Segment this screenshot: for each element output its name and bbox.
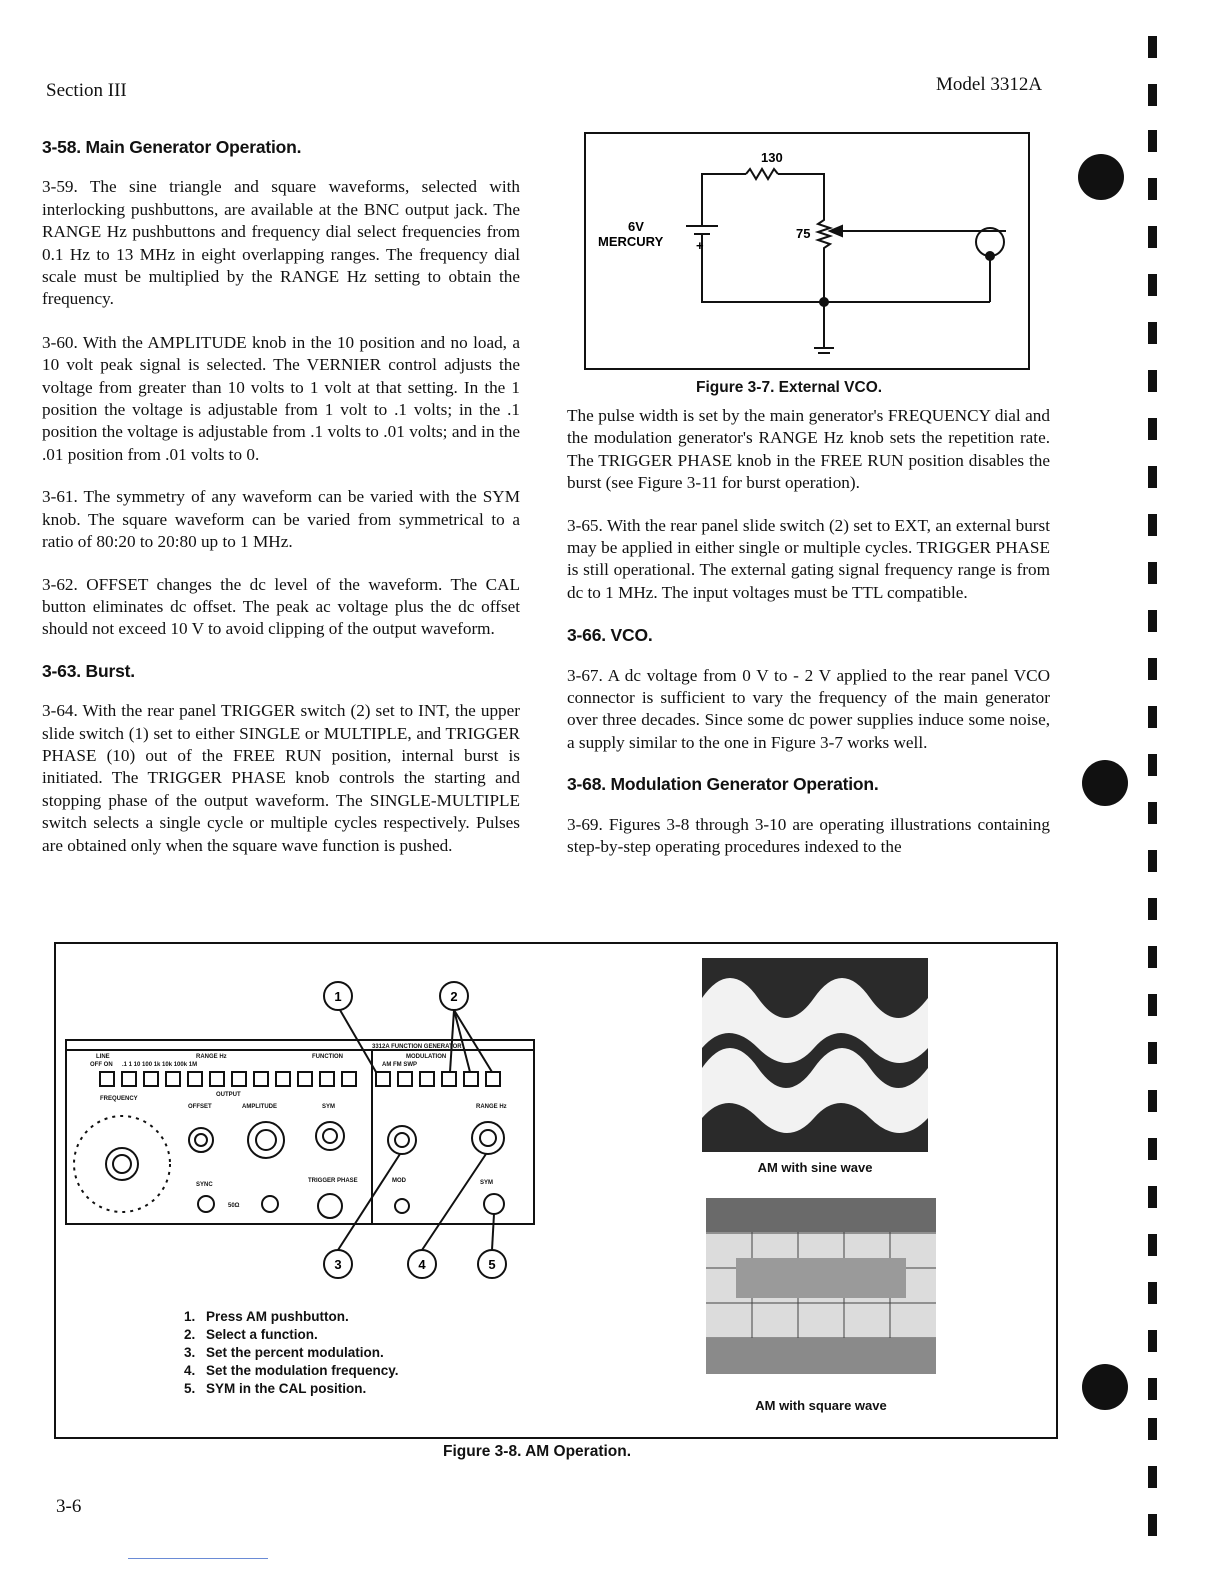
margin-mark <box>1148 466 1157 488</box>
panel-sync: SYNC <box>196 1182 213 1188</box>
margin-mark <box>1148 610 1157 632</box>
step-item: 1. Press AM pushbutton. <box>184 1309 349 1324</box>
r2-label: 75 <box>796 226 811 241</box>
margin-mark <box>1148 1282 1157 1304</box>
margin-mark <box>1148 1514 1157 1536</box>
pushbutton-row <box>100 1072 500 1086</box>
margin-mark <box>1148 562 1157 584</box>
heading-3-68: 3-68. Modulation Generator Operation. <box>567 774 879 795</box>
panel-mod-vals: AM FM SWP <box>382 1062 417 1068</box>
photo-am-sine-label: AM with sine wave <box>757 1160 873 1175</box>
photo-am-sine <box>702 958 928 1152</box>
margin-mark <box>1148 514 1157 536</box>
binder-hole <box>1082 760 1128 806</box>
margin-mark <box>1148 994 1157 1016</box>
panel-sym2: SYM <box>480 1180 494 1186</box>
step-item: 2. Select a function. <box>184 1327 318 1342</box>
left-column <box>42 136 520 874</box>
para-3-67: 3-67. A dc voltage from 0 V to - 2 V applied to the rear panel VCO connector is sufficient to vary the frequency of the main generator over three decades. Since some dc power supplies induce some noise, a supply similar to the one in Figure 3-7 works well. <box>567 665 1050 752</box>
margin-mark <box>1148 1418 1157 1440</box>
para-3-60: 3-60. With the AMPLITUDE knob in the 10 position and no load, a 10 volt peak signal is selected. The VERNIER control adjusts the voltage from greater than 10 volts to 1 volt at that setting. In the 1 position the voltage is adjustable from 1 volt to .1 volts; in the .1 position the voltage is adjustable from .1 volts to .01 volts; and in the .01 position from .01 volts to 0. <box>42 332 520 464</box>
callout-3: 3 <box>334 1257 342 1272</box>
front-panel-drawing <box>56 974 696 1314</box>
battery-type-label: MERCURY <box>598 234 664 249</box>
panel-modulation: MODULATION <box>406 1054 447 1060</box>
panel-line: LINE <box>96 1054 110 1060</box>
panel-trigger-phase: TRIGGER PHASE <box>308 1178 358 1184</box>
panel-amplitude: AMPLITUDE <box>242 1104 277 1110</box>
binder-hole <box>1082 1364 1128 1410</box>
callout-2: 2 <box>450 989 458 1004</box>
panel-range: RANGE Hz <box>196 1054 227 1060</box>
frequency-dial <box>74 1116 170 1212</box>
panel-50ohm: 50Ω <box>228 1203 240 1209</box>
margin-mark <box>1148 84 1157 106</box>
margin-mark <box>1148 370 1157 392</box>
panel-sym: SYM <box>322 1104 336 1110</box>
margin-mark <box>1148 754 1157 776</box>
resistor-130 <box>746 169 778 179</box>
para-3-62: 3-62. OFFSET changes the dc level of the waveform. The CAL button eliminates dc offset. The peak ac voltage plus the dc offset should not exceed 10 V to avoid clipping of the output waveform. <box>42 574 520 639</box>
margin-mark <box>1148 1466 1157 1488</box>
margin-mark <box>1148 850 1157 872</box>
margin-mark <box>1148 706 1157 728</box>
r1-label: 130 <box>761 150 783 165</box>
margin-mark <box>1148 1234 1157 1256</box>
margin-mark <box>1148 226 1157 248</box>
page-number: 3-6 <box>56 1496 82 1517</box>
photo-am-square <box>706 1198 936 1374</box>
photo-am-square-label: AM with square wave <box>755 1398 887 1413</box>
potentiometer-75 <box>818 214 830 302</box>
section-label: Section III <box>46 80 127 101</box>
plus-label: + <box>696 238 704 253</box>
figure-3-8-caption: Figure 3-8. AM Operation. <box>443 1443 632 1460</box>
margin-mark <box>1148 1042 1157 1064</box>
panel-range-vals: .1 1 10 100 1k 10k 100k 1M <box>122 1062 198 1068</box>
figure-3-8-box <box>54 942 1058 1439</box>
para-3-69: 3-69. Figures 3-8 through 3-10 are operating illustrations containing step-by-step operating procedures indexed to the <box>567 814 1050 857</box>
callout-4: 4 <box>418 1257 426 1272</box>
margin-mark <box>1148 658 1157 680</box>
vco-schematic <box>586 134 1028 368</box>
margin-mark <box>1148 802 1157 824</box>
steps-list <box>184 1308 399 1398</box>
heading-3-58: 3-58. Main Generator Operation. <box>42 137 302 157</box>
margin-mark <box>1148 1378 1157 1400</box>
model-label: Model 3312A <box>936 74 1043 95</box>
panel-output: OUTPUT <box>216 1092 241 1098</box>
margin-mark <box>1148 898 1157 920</box>
callout-5: 5 <box>488 1257 496 1272</box>
panel-title: 3312A FUNCTION GENERATOR <box>372 1044 462 1050</box>
step-item: 5. SYM in the CAL position. <box>184 1381 367 1396</box>
battery-label: 6V <box>628 219 644 234</box>
margin-mark <box>1148 322 1157 344</box>
figure-3-7-box <box>584 132 1030 370</box>
panel-function: FUNCTION <box>312 1054 343 1060</box>
figure-3-7-caption: Figure 3-7. External VCO. <box>696 379 883 396</box>
para-3-59: 3-59. The sine triangle and square waveforms, selected with interlocking pushbuttons, are available at the BNC output jack. The RANGE Hz pushbuttons and frequency dial select frequencies from 0.1 Hz to 13 MHz in eight overlapping ranges. The frequency dial scale must be multiplied by the RANGE Hz setting to obtain the frequency. <box>42 177 520 309</box>
margin-mark <box>1148 1186 1157 1208</box>
heading-3-63: 3-63. Burst. <box>42 660 135 681</box>
step-item: 4. Set the modulation frequency. <box>184 1363 399 1378</box>
right-column <box>567 405 1050 876</box>
step-item: 3. Set the percent modulation. <box>184 1345 384 1360</box>
binder-hole <box>1078 154 1124 200</box>
para-3-61: 3-61. The symmetry of any waveform can be varied with the SYM knob. The square waveform can be varied from symmetrical to a ratio of 80:20 to 20:80 up to 1 MHz. <box>42 487 520 552</box>
panel-frequency: FREQUENCY <box>100 1096 138 1102</box>
margin-mark <box>1148 130 1157 152</box>
margin-mark <box>1148 1090 1157 1112</box>
para-3-65: 3-65. With the rear panel slide switch (2) set to EXT, an external burst may be applied in either single or multiple cycles. TRIGGER PHASE is still operational. The external gating signal frequency range is from dc to 1 MHz. The input voltages must be TTL compatible. <box>567 515 1050 602</box>
para-3-64: 3-64. With the rear panel TRIGGER switch (2) set to INT, the upper slide switch (1) set to either SINGLE or MULTIPLE, and TRIGGER PHASE (10) out of the FREE RUN position, internal burst is initiated. The TRIGGER PHASE knob controls the starting and stopping phase of the output waveform. The SINGLE-MULTIPLE switch selects a single cycle or multiple cycles respectively. Pulses are obtained only when the square wave function is pushed. <box>42 701 520 855</box>
para-3-64-cont: The pulse width is set by the main generator's FREQUENCY dial and the modulation generator's RANGE Hz knob sets the repetition rate. The TRIGGER PHASE knob in the FREE RUN position disables the burst (see Figure 3-11 for burst operation). <box>567 406 1050 493</box>
heading-3-66: 3-66. VCO. <box>567 625 653 646</box>
margin-mark <box>1148 418 1157 440</box>
footer-rule <box>128 1558 268 1559</box>
panel-offset: OFFSET <box>188 1104 212 1110</box>
panel-mod: MOD <box>392 1178 406 1184</box>
margin-mark <box>1148 178 1157 200</box>
callout-1: 1 <box>334 989 342 1004</box>
margin-mark <box>1148 274 1157 296</box>
margin-mark <box>1148 1138 1157 1160</box>
panel-off-on: OFF ON <box>90 1062 113 1068</box>
margin-mark <box>1148 946 1157 968</box>
panel-range-hz: RANGE Hz <box>476 1104 507 1110</box>
margin-mark <box>1148 36 1157 58</box>
margin-mark <box>1148 1330 1157 1352</box>
